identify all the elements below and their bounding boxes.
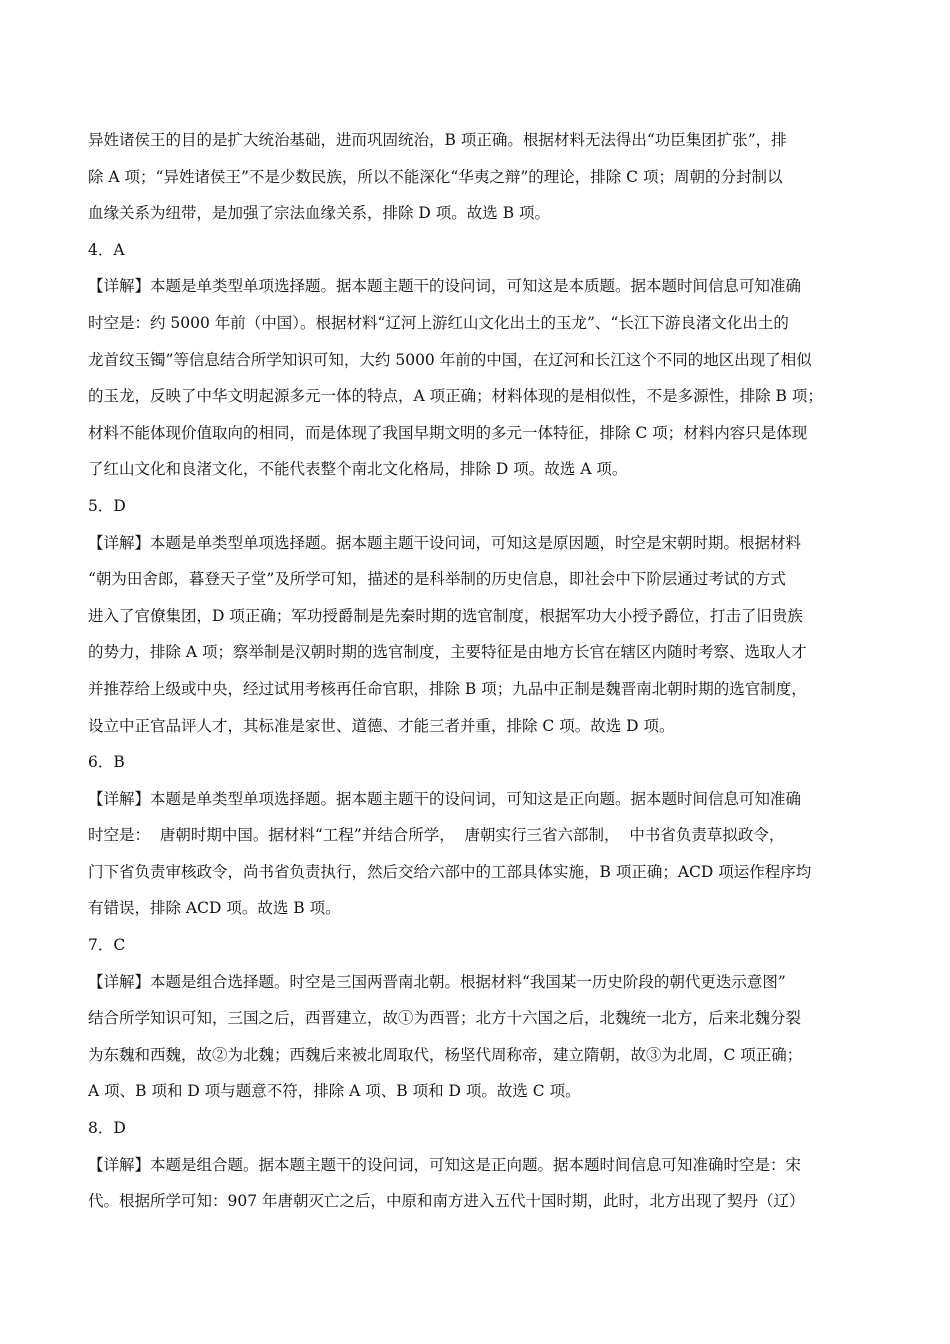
text-line: 并推荐给上级或中央，经过试用考核再任命官职，排除 B 项；九品中正制是魏晋南北朝时期的选官制度， [88, 679, 807, 698]
text-line: 【详解】本题是单类型单项选择题。据本题主题干的设问词，可知这是正向题。据本题时间信息可知准确 [88, 789, 802, 808]
answer-heading: 5．D [88, 496, 126, 515]
answer-block-7 [88, 927, 862, 1110]
answer-block-5 [88, 488, 862, 744]
text-line: 的势力，排除 A 项；察举制是汉朝时期的选官制度，主要特征是由地方长官在辖区内随时考察、选取人才 [88, 643, 807, 662]
answer-heading: 7．C [88, 936, 126, 955]
text-line: 时空是：约 5000 年前（中国）。根据材料“辽河上游红山文化出土的玉龙”、“长江下游良渚文化出土的 [88, 313, 789, 332]
answer-heading: 6．B [88, 753, 125, 772]
text-line: 时空是： 唐朝时期中国。据材料“工程”并结合所学， 唐朝实行三省六部制， 中书省负责草拟政令， [88, 826, 785, 845]
text-line: 有错误，排除 ACD 项。故选 B 项。 [88, 899, 341, 918]
text-line: 代。根据所学可知：907 年唐朝灭亡之后，中原和南方进入五代十国时期，此时，北方出现了契丹（辽） [88, 1192, 805, 1211]
answer-block-6 [88, 744, 862, 927]
text-line: 【详解】本题是单类型单项选择题。据本题主题干的设问词，可知这是本质题。据本题时间信息可知准确 [88, 277, 802, 296]
answer-heading: 8．D [88, 1119, 126, 1138]
text-line: 了红山文化和良渚文化，不能代表整个南北文化格局，排除 D 项。故选 A 项。 [88, 460, 628, 479]
text-line: 进入了官僚集团，D 项正确；军功授爵制是先秦时期的选官制度，根据军功大小授予爵位，打击了旧贵族 [88, 606, 803, 625]
text-line: 结合所学知识可知，三国之后，西晋建立，故①为西晋；北方十六国之后，北魏统一北方，后来北魏分裂 [88, 1009, 802, 1028]
answer-3-continuation [88, 122, 862, 232]
answer-block-4 [88, 232, 862, 488]
text-line: 设立中正官品评人才，其标准是家世、道德、才能三者并重，排除 C 项。故选 D 项。 [88, 716, 675, 735]
text-line: 材料不能体现价值取向的相同，而是体现了我国早期文明的多元一体特征，排除 C 项；材料内容只是体现 [88, 423, 808, 442]
text-line: 【详解】本题是组合选择题。时空是三国两晋南北朝。根据材料“我国某一历史阶段的朝代更迭示意图” [88, 972, 786, 991]
document-page [88, 122, 862, 1220]
text-line: 异姓诸侯王的目的是扩大统治基础，进而巩固统治，B 项正确。根据材料无法得出“功臣集团扩张”，排 [88, 131, 787, 149]
text-line: 门下省负责审核政令，尚书省负责执行，然后交给六部中的工部具体实施，B 项正确；ACD 项运作程序均 [88, 862, 812, 881]
text-line: 【详解】本题是组合题。据本题主题干的设问词，可知这是正向题。据本题时间信息可知准确时空是：宋 [88, 1155, 802, 1174]
answer-heading: 4．A [88, 240, 125, 259]
text-line: “朝为田舍郎，暮登天子堂”及所学可知，描述的是科举制的历史信息，即社会中下阶层通过考试的方式 [88, 570, 786, 589]
answer-block-8 [88, 1110, 862, 1220]
text-line: 龙首纹玉镯”等信息结合所学知识可知，大约 5000 年前的中国，在辽河和长江这个不同的地区出现了相似 [88, 350, 812, 369]
text-line: 为东魏和西魏，故②为北魏；西魏后来被北周取代，杨坚代周称帝，建立隋朝，故③为北周，C 项正确； [88, 1045, 803, 1064]
text-line: 【详解】本题是单类型单项选择题。据本题主题干设问词，可知这是原因题，时空是宋朝时期。根据材料 [88, 533, 802, 552]
text-line: 的玉龙，反映了中华文明起源多元一体的特点，A 项正确；材料体现的是相似性，不是多源性，排除 B 项； [88, 387, 823, 406]
text-line: 血缘关系为纽带，是加强了宗法血缘关系，排除 D 项。故选 B 项。 [88, 204, 551, 223]
text-line: 除 A 项；“异姓诸侯王”不是少数民族，所以不能深化“华夷之辩”的理论，排除 C 项；周朝的分封制以 [88, 167, 783, 186]
text-line: A 项、B 项和 D 项与题意不符，排除 A 项、B 项和 D 项。故选 C 项。 [88, 1082, 581, 1101]
